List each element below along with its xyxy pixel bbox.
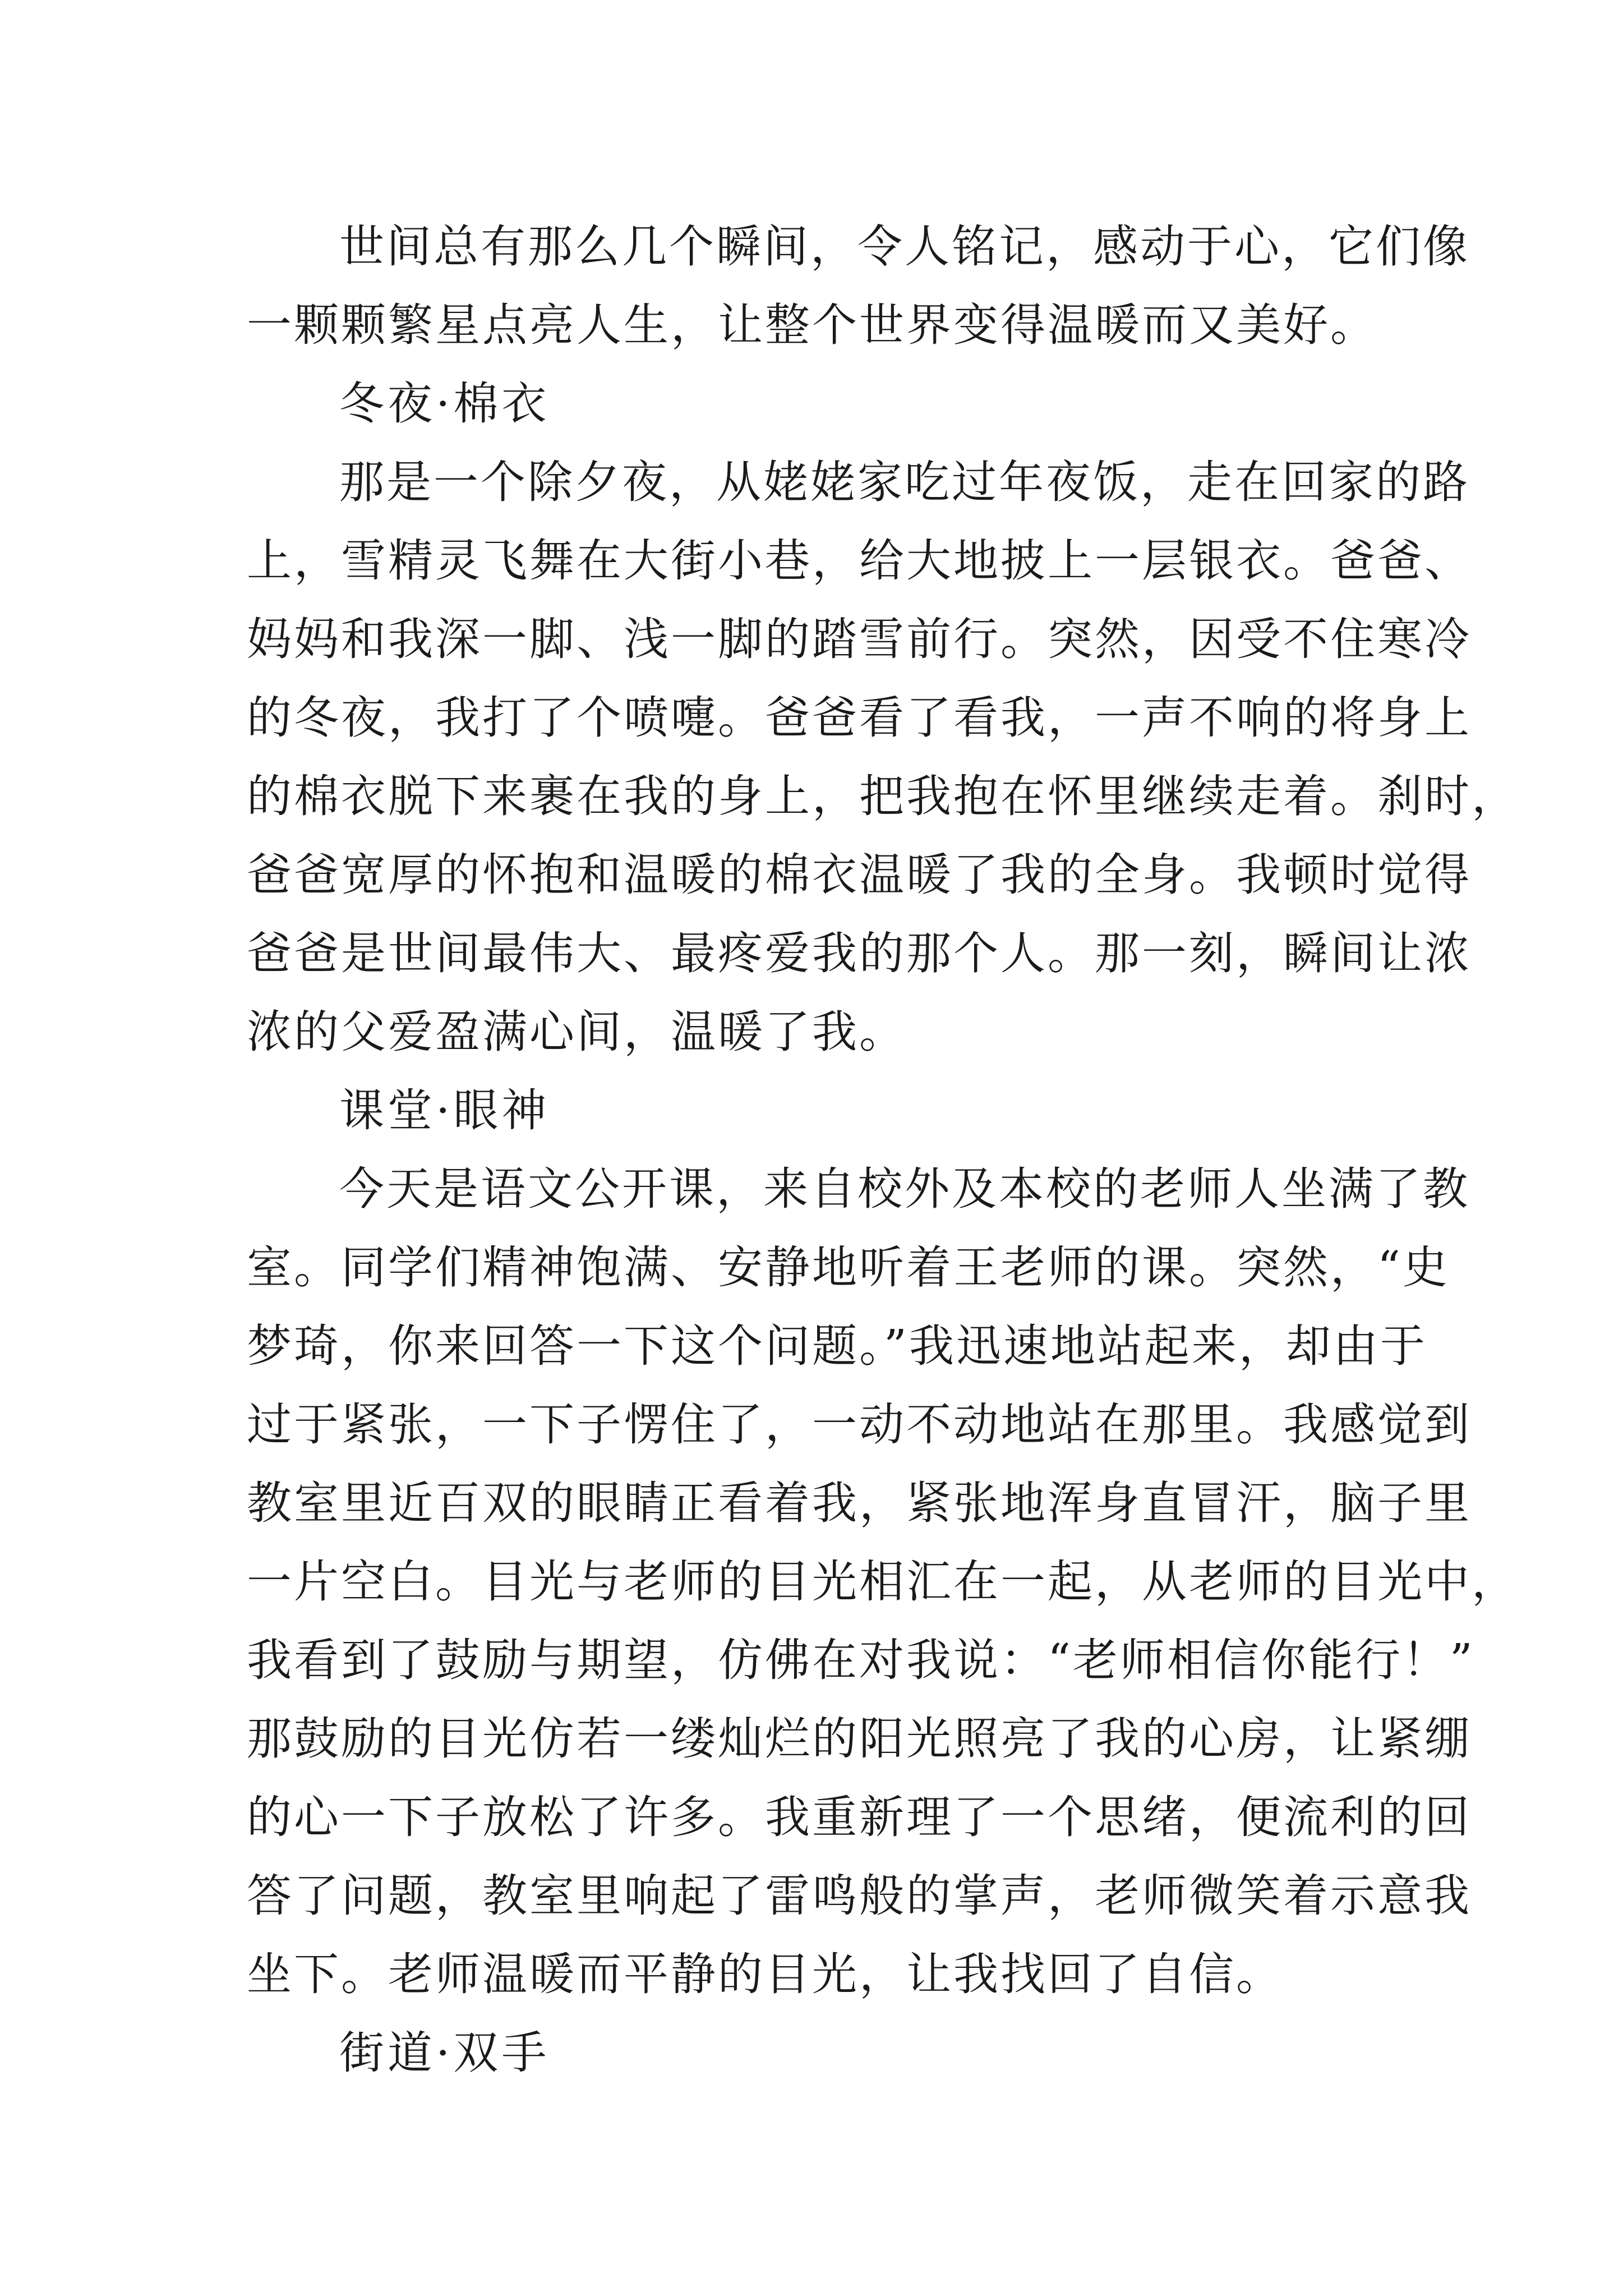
section-heading-winter-night: 冬夜·棉衣 <box>339 378 550 430</box>
section-heading-street: 街道·双手 <box>339 2027 550 2079</box>
text-line: 的心一下子放松了许多。我重新理了一个思绪，便流利的回 <box>247 1791 1472 1843</box>
text-line: 爸爸是世间最伟大、最疼爱我的那个人。那一刻，瞬间让浓 <box>247 927 1472 979</box>
text-line: 室。同学们精神饱满、安静地听着王老师的课。突然，“史 <box>247 1241 1450 1294</box>
text-line: 那是一个除夕夜，从姥姥家吃过年夜饭，走在回家的路 <box>339 456 1470 508</box>
text-line: 浓的父爱盈满心间，温暖了我。 <box>247 1006 906 1058</box>
text-line: 今天是语文公开课，来自校外及本校的老师人坐满了教 <box>339 1163 1470 1215</box>
text-line: 教室里近百双的眼睛正看着我，紧张地浑身直冒汗，脑子里 <box>247 1477 1472 1529</box>
text-line: 上，雪精灵飞舞在大街小巷，给大地披上一层银衣。爸爸、 <box>247 535 1472 587</box>
text-line: 坐下。老师温暖而平静的目光，让我找回了自信。 <box>247 1948 1283 2000</box>
section-heading-classroom: 课堂·眼神 <box>339 1084 550 1137</box>
text-line: 那鼓励的目光仿若一缕灿烂的阳光照亮了我的心房，让紧绷 <box>247 1713 1472 1765</box>
text-line: 的棉衣脱下来裹在我的身上，把我抱在怀里继续走着。刹时， <box>247 770 1519 822</box>
text-line: 爸爸宽厚的怀抱和温暖的棉衣温暖了我的全身。我顿时觉得 <box>247 849 1472 901</box>
paragraph-winter-night <box>247 443 1519 1071</box>
text-line: 一片空白。目光与老师的目光相汇在一起，从老师的目光中， <box>247 1556 1519 1608</box>
text-line: 我看到了鼓励与期望，仿佛在对我说：“老师相信你能行！” <box>247 1634 1475 1686</box>
text-line: 世间总有那么几个瞬间，令人铭记，感动于心，它们像 <box>339 220 1470 273</box>
text-line: 一颗颗繁星点亮人生，让整个世界变得温暖而又美好。 <box>247 299 1377 351</box>
text-line: 的冬夜，我打了个喷嚏。爸爸看了看我，一声不响的将身上 <box>247 692 1472 744</box>
text-line: 答了问题，教室里响起了雷鸣般的掌声，老师微笑着示意我 <box>247 1870 1472 1922</box>
document-page <box>247 208 1519 2092</box>
text-line: 妈妈和我深一脚、浅一脚的踏雪前行。突然，因受不住寒冷 <box>247 613 1472 665</box>
paragraph-intro <box>247 208 1470 365</box>
text-line: 梦琦，你来回答一下这个问题。”我迅速地站起来，却由于 <box>247 1320 1427 1372</box>
text-line: 过于紧张，一下子愣住了，一动不动地站在那里。我感觉到 <box>247 1398 1472 1451</box>
paragraph-classroom <box>247 1150 1519 2014</box>
